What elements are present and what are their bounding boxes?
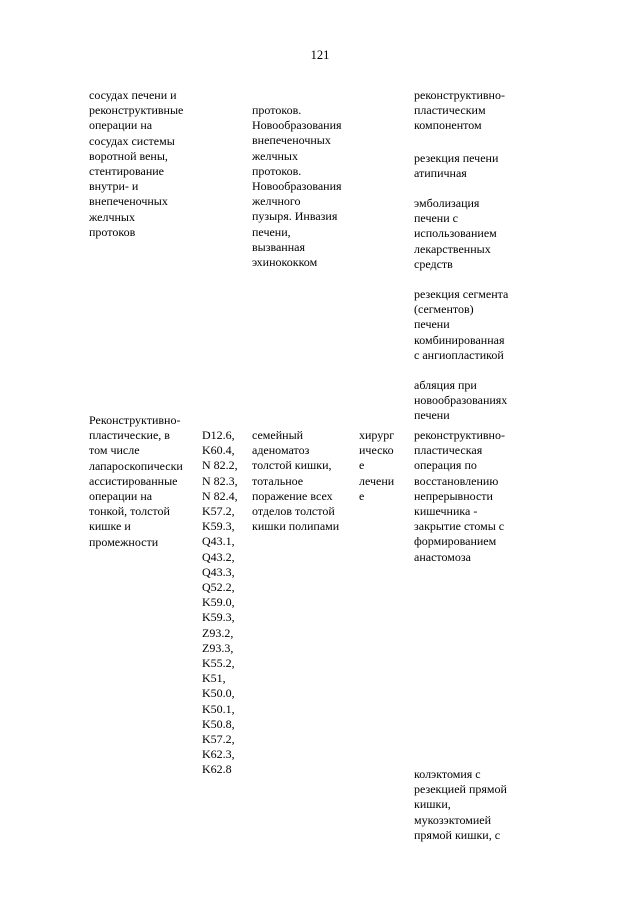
row2-diagnosis-text: семейный аденоматоз толстой кишки, тотальное поражение всех отделов толстой кишки полипами — [252, 428, 340, 534]
row3-method-1: колэктомия с резекцией прямой кишки, мукозэктомией прямой кишки, с — [414, 767, 507, 842]
row1-methods-list — [414, 88, 524, 424]
row1-procedure-name: сосудах печени и реконструктивные операции на сосудах системы воротной вены, стентирование внутри- и внепеченочных желчных протоков — [89, 88, 184, 239]
row1-method-3: эмболизация печени с использованием лекарственных средств — [414, 196, 497, 271]
row1-method-1: реконструктивно- пластическим компонентом — [414, 88, 505, 133]
row1-method-4: резекция сегмента (сегментов) печени комбинированная с ангиопластикой — [414, 287, 509, 362]
row1-diagnosis-text: протоков. Новообразования внепеченочных желчных протоков. Новообразования желчного пузыря. Инвазия печени, вызванная эхинококком — [252, 103, 342, 270]
row1-method-5: абляция при новообразованиях печени — [414, 378, 508, 423]
row2-method-1: реконструктивно- пластическая операция по восстановлению непрерывности кишечника - закрытие стомы с формированием анастомоза — [414, 428, 505, 564]
row2-icd-codes: D12.6, K60.4, N 82.2, N 82.3, N 82.4, K57.2, K59.3, Q43.1, Q43.2, Q43.3, Q52.2, K59.0, K59.3, Z93.2, Z93.3, K55.2, K51, K50.0, K50.1, K50.8, K57.2, K62.3, K62.8 — [202, 428, 238, 777]
row1-method-2: резекция печени атипичная — [414, 150, 499, 180]
row2-procedure-name: Реконструктивно- пластические, в том числе лапароскопически ассистированные операции на тонкой, толстой кишке и промежности — [89, 413, 183, 549]
page-number: 121 — [310, 48, 330, 62]
row2-treatment-type: хирург ическо е лечени е — [359, 428, 395, 503]
